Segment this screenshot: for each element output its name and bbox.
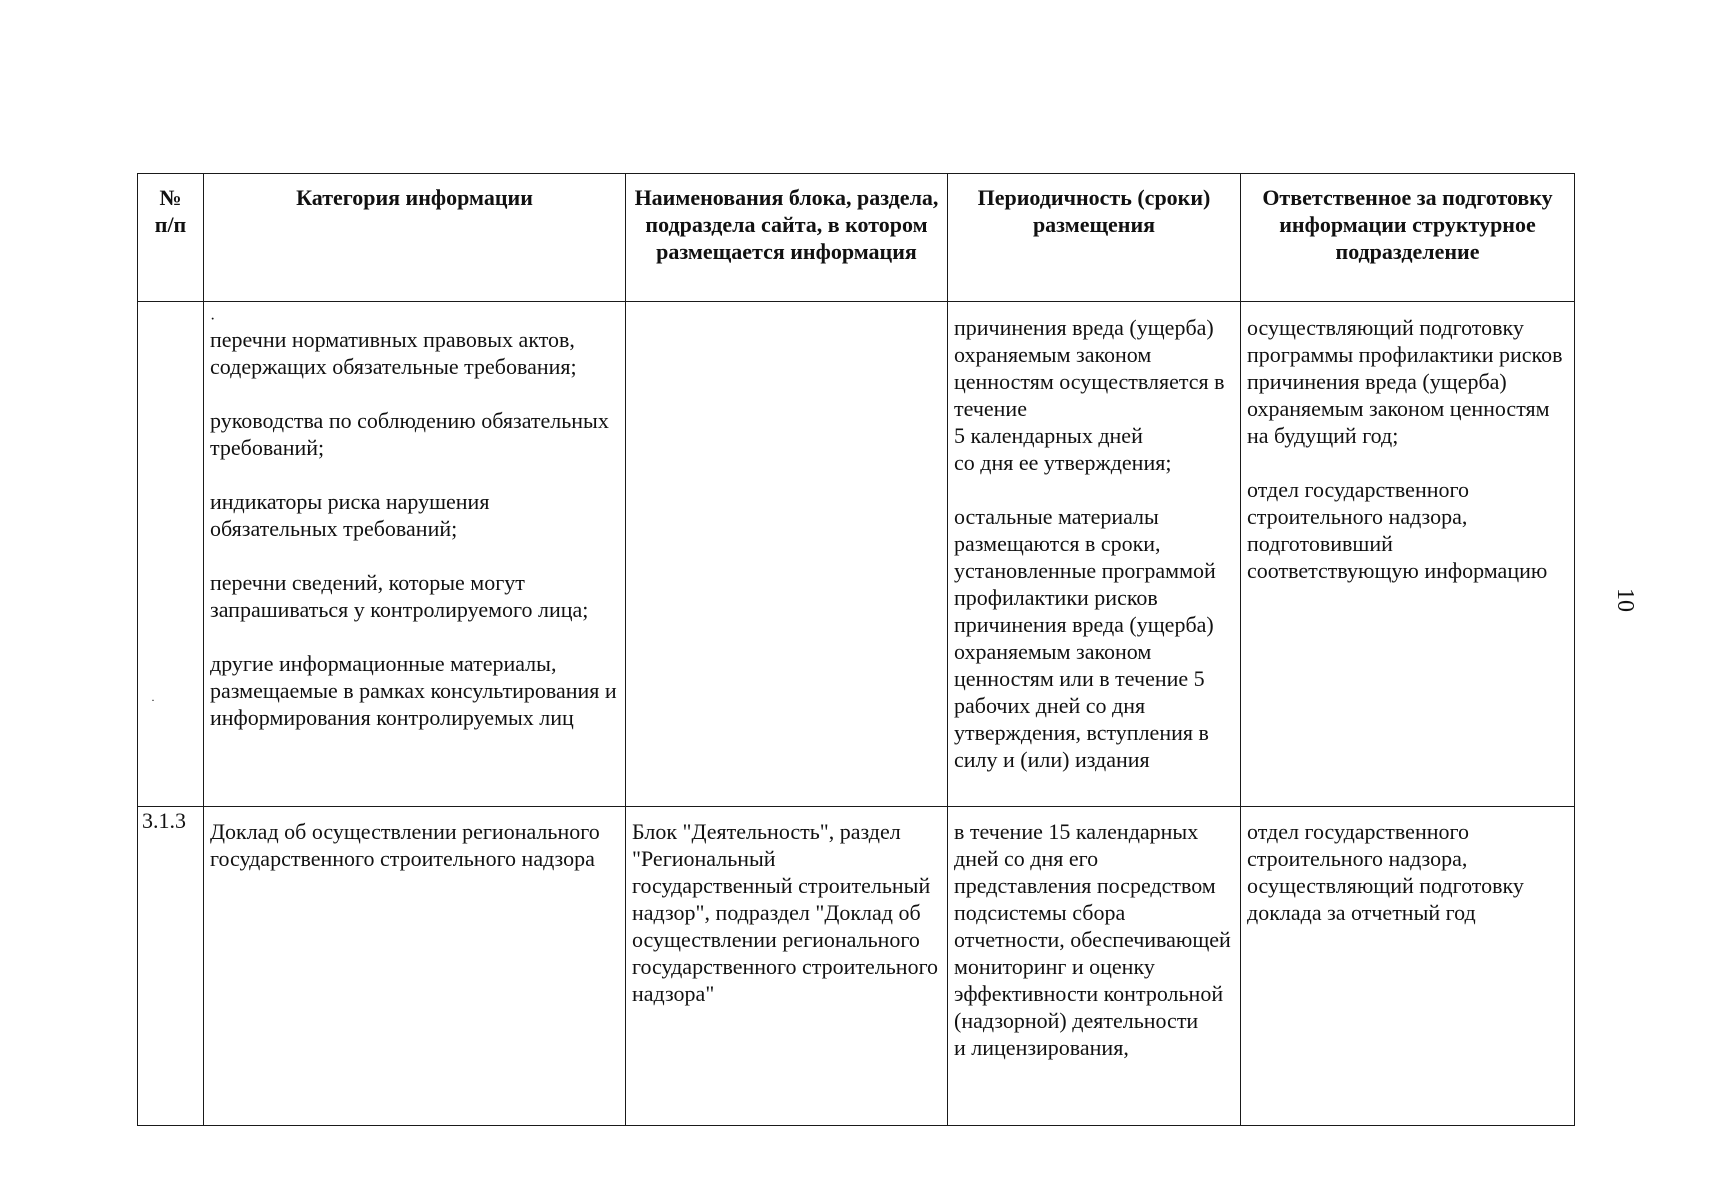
header-num: № п/п <box>138 174 204 302</box>
category-item: руководства по соблюдению обязательных требований; <box>210 408 609 460</box>
period-item: причинения вреда (ущерба) охраняемым законом ценностям осуществляется в течение 5 календарных дней со дня ее утверждения; <box>954 315 1225 475</box>
cell-category: Доклад об осуществлении регионального государственного строительного надзора <box>204 807 626 1126</box>
page-number: 10 <box>1612 588 1638 612</box>
table-header-row <box>138 174 1575 302</box>
cell-period: в течение 15 календарных дней со дня его представления посредством подсистемы сбора отчетности, обеспечивающей мониторинг и оценку эффективности контрольной (надзорной) деятельности и лицензирования, <box>948 807 1241 1126</box>
header-period: Периодичность (сроки) размещения <box>948 174 1241 302</box>
header-category: Категория информации <box>204 174 626 302</box>
cell-period <box>948 302 1241 807</box>
header-block: Наименования блока, раздела, подраздела сайта, в котором размещается информация <box>626 174 948 302</box>
cell-num <box>138 302 204 807</box>
table-row <box>138 302 1575 807</box>
period-item: остальные материалы размещаются в сроки, установленные программой профилактики рисков причинения вреда (ущерба) охраняемым законом ценностям или в течение 5 рабочих дней со дня утверждения, вступления в силу и (или) издания <box>954 504 1216 772</box>
responsible-item: отдел государственного строительного надзора, подготовивший соответствующую информацию <box>1247 477 1548 583</box>
category-item: перечни нормативных правовых актов, содержащих обязательные требования; <box>210 327 577 379</box>
stray-mark: · <box>151 693 155 707</box>
cell-category <box>204 302 626 807</box>
cell-block: Блок "Деятельность", раздел "Региональный государственный строительный надзор", подраздел "Доклад об осуществлении регионального государственного строительного надзора" <box>626 807 948 1126</box>
cell-responsible <box>1241 302 1575 807</box>
cell-num: 3.1.3 <box>138 807 204 1126</box>
category-item: индикаторы риска нарушения обязательных требований; <box>210 489 490 541</box>
responsible-item: осуществляющий подготовку программы профилактики рисков причинения вреда (ущерба) охраняемым законом ценностям на будущий год; <box>1247 315 1563 448</box>
cell-responsible: отдел государственного строительного надзора, осуществляющий подготовку доклада за отчетный год <box>1241 807 1575 1126</box>
category-item: перечни сведений, которые могут запрашиваться у контролируемого лица; <box>210 570 589 622</box>
table-row <box>138 807 1575 1126</box>
stray-mark: · <box>210 311 216 328</box>
category-item: другие информационные материалы, размещаемые в рамках консультирования и информирования контролируемых лиц <box>210 651 617 730</box>
header-responsible: Ответственное за подготовку информации структурное подразделение <box>1241 174 1575 302</box>
information-table <box>137 173 1575 1126</box>
cell-block <box>626 302 948 807</box>
